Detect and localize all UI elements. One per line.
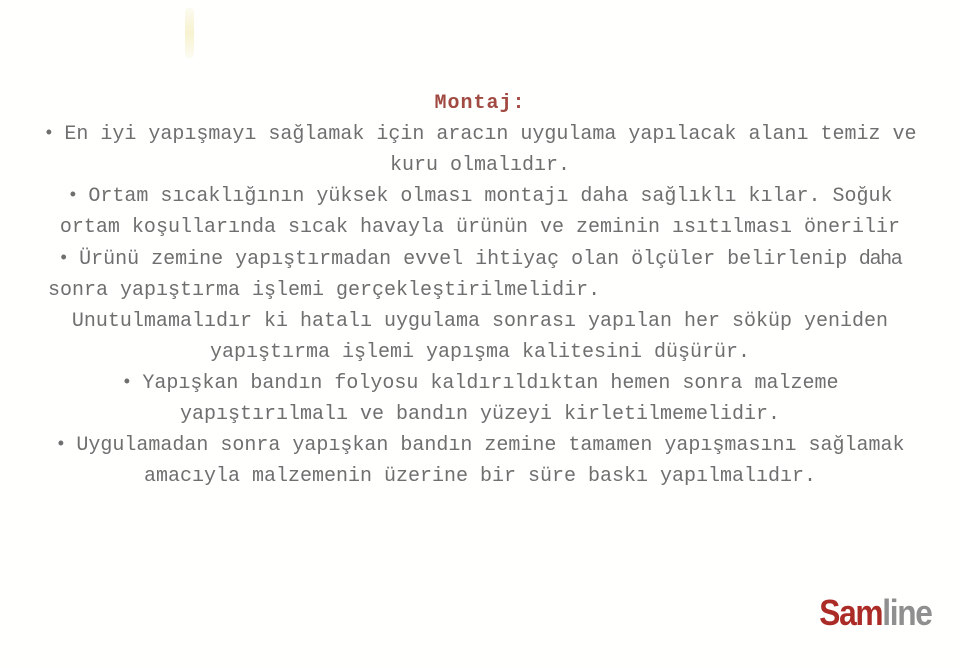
text-line: sonra yapıştırma işlemi gerçekleştirilmelidir. bbox=[48, 279, 601, 302]
text-line: kuru olmalıdır. bbox=[389, 154, 571, 177]
bullet-item bbox=[0, 243, 960, 306]
bullet-item bbox=[0, 368, 960, 430]
text-segment: Uygulamadan sonra yapışkan bandın zemine tamamen yapışmasını sağlamak bbox=[76, 434, 905, 457]
text-segment: En iyi yapışmayı sağlamak için aracın uygulama yapılacak alanı temiz ve bbox=[64, 123, 917, 146]
bullet-icon: • bbox=[121, 373, 133, 393]
bullet-icon: • bbox=[58, 249, 70, 269]
logo-text-sam: Sam bbox=[819, 592, 883, 633]
text-segment: Ürünü zemine yapıştırmadan evvel ihtiyaç olan ölçüler belirlenip bbox=[79, 248, 848, 271]
text-line: Unutulmamalıdır ki hatalı uygulama sonrası yapılan her söküp yeniden bbox=[71, 310, 889, 333]
text-line: yapıştırma işlemi yapışma kalitesini düşürür. bbox=[209, 341, 751, 364]
bullet-icon: • bbox=[67, 186, 79, 206]
scan-artifact-streak bbox=[185, 8, 194, 58]
logo-text-line: line bbox=[882, 592, 932, 633]
text-line bbox=[0, 243, 960, 275]
bullet-icon: • bbox=[55, 435, 67, 455]
bullet-item bbox=[0, 181, 960, 243]
page-title: Montaj: bbox=[434, 92, 526, 115]
text-line: amacıyla malzemenin üzerine bir süre baskı yapılmalıdır. bbox=[143, 465, 817, 488]
text-line bbox=[0, 430, 960, 461]
text-line: ortam koşullarında sıcak havayla ürünün ve zeminin ısıtılması önerilir bbox=[59, 216, 901, 239]
text-segment: daha bbox=[859, 247, 902, 269]
paragraph bbox=[0, 306, 960, 368]
samline-logo bbox=[820, 594, 932, 632]
bullet-item bbox=[0, 119, 960, 181]
bullet-item bbox=[0, 430, 960, 492]
text-line bbox=[0, 181, 960, 212]
text-line: yapıştırılmalı ve bandın yüzeyi kirletilmemelidir. bbox=[179, 403, 781, 426]
text-segment: Ortam sıcaklığının yüksek olması montajı daha sağlıklı kılar. Soğuk bbox=[88, 185, 893, 208]
text-line bbox=[0, 119, 960, 150]
bullet-icon: • bbox=[43, 124, 55, 144]
text-line bbox=[0, 368, 960, 399]
text-segment: Yapışkan bandın folyosu kaldırıldıktan hemen sonra malzeme bbox=[142, 372, 839, 395]
